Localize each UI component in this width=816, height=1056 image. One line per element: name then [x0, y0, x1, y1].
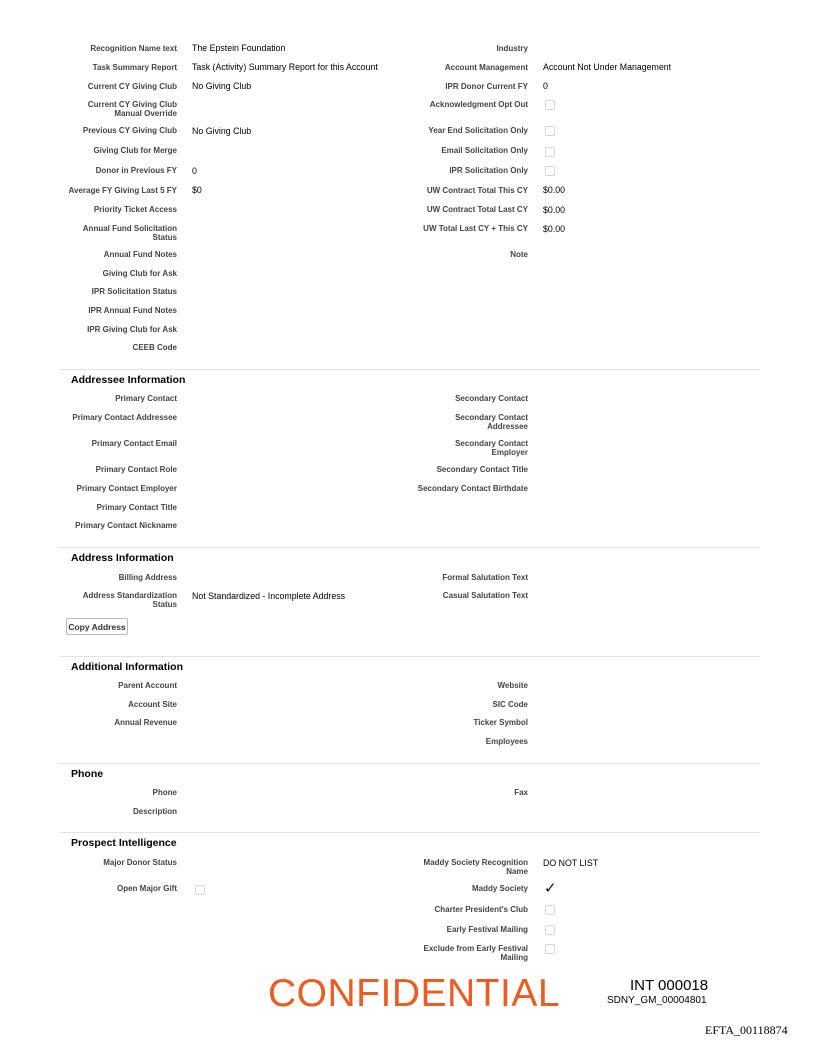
address-standardization-label: Address Standardization Status [82, 591, 177, 609]
formal-salutation-label: Formal Salutation Text [442, 573, 528, 582]
email-solicitation-label: Email Solicitation Only [441, 146, 528, 155]
annual-revenue-label: Annual Revenue [114, 718, 177, 727]
uw-contract-this-cy-label: UW Contract Total This CY [426, 186, 528, 195]
previous-cy-giving-club-value: No Giving Club [192, 126, 252, 136]
secondary-contact-label: Secondary Contact [455, 394, 528, 403]
acknowledgment-opt-out-checkbox[interactable] [545, 100, 555, 110]
copy-address-button[interactable]: Copy Address [66, 618, 128, 635]
uw-total-label: UW Total Last CY + This CY [423, 224, 528, 233]
bates-sdny-number: SDNY_GM_00004801 [607, 995, 707, 1006]
maddy-society-label: Maddy Society [471, 884, 528, 893]
employees-label: Employees [485, 737, 528, 746]
additional-section-title: Additional Information [71, 661, 183, 673]
early-festival-mailing-label: Early Festival Mailing [446, 925, 528, 934]
primary-contact-addressee-label: Primary Contact Addressee [72, 413, 177, 422]
charter-presidents-club-label: Charter President's Club [434, 905, 528, 914]
divider [60, 547, 760, 548]
open-major-gift-label: Open Major Gift [117, 884, 177, 893]
phone-section-title: Phone [71, 768, 104, 780]
addressee-section-title: Addressee Information [71, 374, 186, 386]
ipr-annual-fund-notes-label: IPR Annual Fund Notes [88, 306, 177, 315]
efta-number: EFTA_00118874 [705, 1023, 788, 1037]
open-major-gift-checkbox[interactable] [195, 885, 205, 895]
note-label: Note [510, 250, 528, 259]
sic-code-label: SIC Code [492, 700, 528, 709]
confidential-stamp: CONFIDENTIAL [268, 972, 561, 1015]
ipr-donor-current-fy-label: IPR Donor Current FY [445, 82, 528, 91]
ceeb-code-label: CEEB Code [132, 343, 177, 352]
maddy-society-recognition-value: DO NOT LIST [543, 858, 599, 868]
current-cy-giving-club-value: No Giving Club [192, 81, 252, 91]
primary-contact-role-label: Primary Contact Role [95, 465, 177, 474]
year-end-solicitation-label: Year End Solicitation Only [428, 126, 528, 135]
acknowledgment-opt-out-label: Acknowledgment Opt Out [429, 100, 528, 109]
ipr-donor-current-fy-value: 0 [543, 81, 548, 91]
primary-contact-title-label: Primary Contact Title [96, 503, 177, 512]
address-section-title: Address Information [71, 552, 174, 564]
average-fy-giving-label: Average FY Giving Last 5 FY [68, 186, 177, 195]
charter-presidents-club-checkbox[interactable] [545, 905, 555, 915]
annual-fund-solicitation-status-label: Annual Fund Solicitation Status [82, 224, 177, 242]
ticker-symbol-label: Ticker Symbol [473, 718, 528, 727]
average-fy-giving-value: $0 [192, 185, 202, 195]
uw-contract-last-cy-label: UW Contract Total Last CY [426, 205, 528, 214]
secondary-contact-addressee-label: Secondary Contact Addressee [455, 413, 528, 431]
billing-address-label: Billing Address [118, 573, 177, 582]
maddy-society-check-icon[interactable]: ✓ [544, 880, 557, 897]
primary-contact-label: Primary Contact [115, 394, 177, 403]
address-standardization-value: Not Standardized - Incomplete Address [192, 591, 346, 601]
major-donor-status-label: Major Donor Status [103, 858, 177, 867]
email-solicitation-checkbox[interactable] [545, 147, 555, 157]
previous-cy-giving-club-label: Previous CY Giving Club [82, 126, 177, 135]
early-festival-mailing-checkbox[interactable] [545, 925, 555, 935]
current-cy-giving-club-override-label: Current CY Giving Club Manual Override [87, 100, 177, 118]
secondary-contact-title-label: Secondary Contact Title [436, 465, 528, 474]
divider [60, 656, 760, 657]
maddy-society-recognition-label: Maddy Society Recognition Name [423, 858, 528, 876]
exclude-early-festival-checkbox[interactable] [545, 944, 555, 954]
uw-total-value: $0.00 [543, 224, 566, 234]
secondary-contact-birthdate-label: Secondary Contact Birthdate [417, 484, 528, 493]
annual-fund-notes-label: Annual Fund Notes [103, 250, 177, 259]
description-label: Description [132, 807, 177, 816]
recognition-name-label: Recognition Name text [90, 44, 177, 53]
uw-contract-last-cy-value: $0.00 [543, 205, 566, 215]
phone-label: Phone [152, 788, 177, 797]
ipr-solicitation-only-label: IPR Solicitation Only [449, 166, 528, 175]
secondary-contact-employer-label: Secondary Contact Employer [455, 439, 528, 457]
primary-contact-employer-label: Primary Contact Employer [76, 484, 177, 493]
divider [60, 832, 760, 833]
bates-int-number: INT 000018 [630, 977, 709, 994]
account-management-label: Account Management [444, 63, 528, 72]
priority-ticket-access-label: Priority Ticket Access [93, 205, 177, 214]
industry-label: Industry [496, 44, 528, 53]
donor-previous-fy-value: 0 [192, 166, 197, 176]
year-end-solicitation-checkbox[interactable] [545, 126, 555, 136]
primary-contact-email-label: Primary Contact Email [91, 439, 177, 448]
fax-label: Fax [514, 788, 528, 797]
parent-account-label: Parent Account [118, 681, 177, 690]
account-management-value: Account Not Under Management [543, 62, 672, 72]
task-summary-report-link[interactable]: Task (Activity) Summary Report for this Account [192, 62, 378, 72]
donor-previous-fy-label: Donor in Previous FY [95, 166, 177, 175]
exclude-early-festival-label: Exclude from Early Festival Mailing [423, 944, 528, 962]
giving-club-ask-label: Giving Club for Ask [102, 269, 177, 278]
website-label: Website [497, 681, 528, 690]
task-summary-report-label: Task Summary Report [92, 63, 177, 72]
divider [60, 763, 760, 764]
recognition-name-value: The Epstein Foundation [192, 43, 286, 53]
primary-contact-nickname-label: Primary Contact Nickname [75, 521, 177, 530]
ipr-solicitation-status-label: IPR Solicitation Status [91, 287, 177, 296]
giving-club-merge-label: Giving Club for Merge [93, 146, 177, 155]
current-cy-giving-club-label: Current CY Giving Club [87, 82, 177, 91]
divider [60, 369, 760, 370]
uw-contract-this-cy-value: $0.00 [543, 185, 566, 195]
ipr-solicitation-only-checkbox[interactable] [545, 166, 555, 176]
ipr-giving-club-ask-label: IPR Giving Club for Ask [87, 325, 177, 334]
account-site-label: Account Site [128, 700, 177, 709]
prospect-section-title: Prospect Intelligence [71, 837, 177, 849]
casual-salutation-label: Casual Salutation Text [442, 591, 528, 600]
